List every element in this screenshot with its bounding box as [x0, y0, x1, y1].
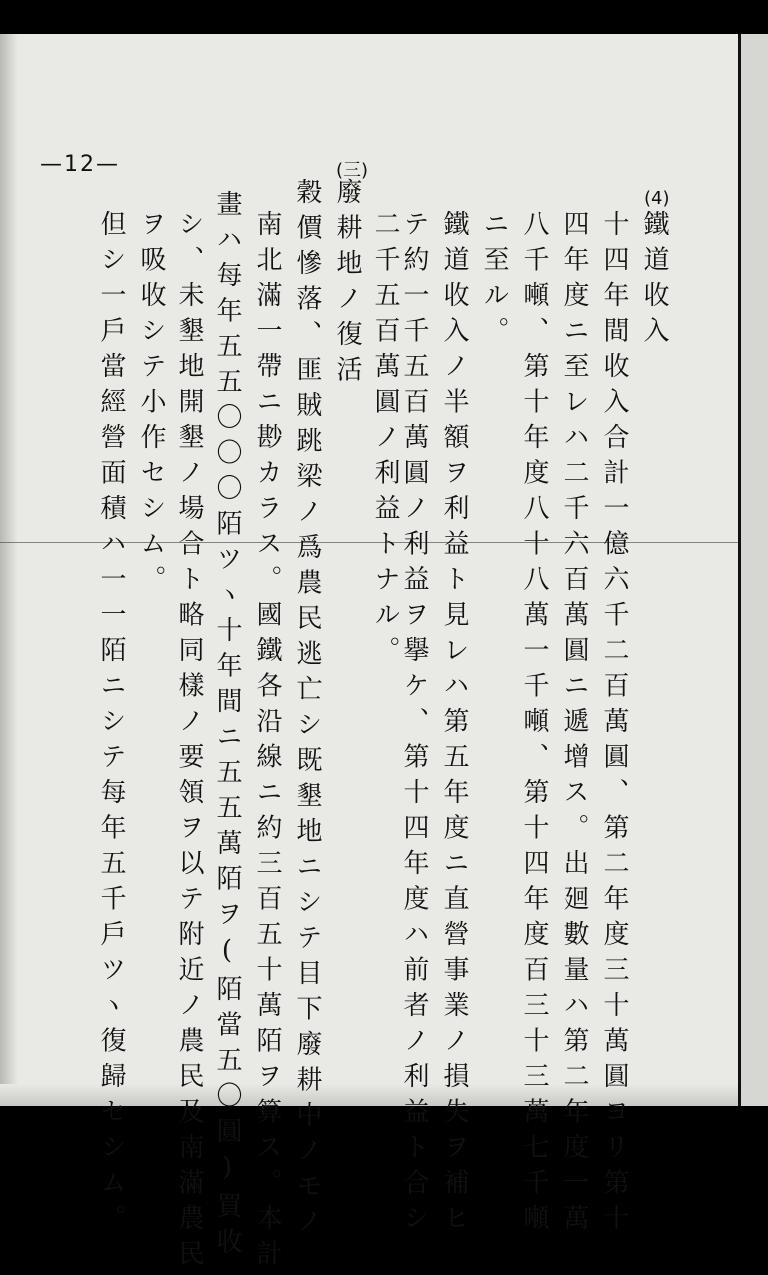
text-column-11: シ、未墾地開墾ノ場合ト略同樣ノ要領ヲ以テ附近ノ農民及南滿農民 [174, 210, 204, 1275]
section-4-marker: (4) [644, 188, 670, 209]
text-column-8: 穀價慘落、匪賊跳梁ノ爲農民逃亡シ既墾地ニシテ目下廢耕中ノモノ [292, 178, 322, 1243]
page-edge-shadow [0, 34, 18, 1106]
text-column-2: 四年度ニ至レハ二千六百萬圓ニ遞增ス。出廻數量ハ第二年度一萬 [559, 210, 589, 1240]
text-column-4: ニ至ル。 [479, 210, 509, 352]
text-column-6: テ約一千五百萬圓ノ利益ヲ擧ケ、第十四年度ハ前者ノ利益ト合シ [399, 210, 429, 1240]
text-column-9: 南北滿一帶ニ尠カラス。國鐵各沿線ニ約三百五十萬陌ヲ算ス。本計 [252, 210, 282, 1275]
text-column-7: 二千五百萬圓ノ利益トナル。 [370, 210, 400, 672]
section-3-marker: (三) [336, 160, 369, 181]
text-column-1: 十四年間收入合計一億六千二百萬圓、第二年度三十萬圓ヨリ第十 [599, 210, 629, 1240]
text-column-10: 畫ハ每年五五〇〇〇陌ツヽ十年間ニ五五萬陌ヲ(陌當五〇圓)買收 [212, 190, 242, 1263]
section-3-title: 廢耕地ノ復活 [332, 178, 362, 391]
text-column-12: ヲ吸收シテ小作セシム。 [136, 210, 166, 601]
text-column-5: 鐵道收入ノ半額ヲ利益ト見レハ第五年度ニ直營事業ノ損失ヲ補ヒ [439, 210, 469, 1240]
text-column-13: 但シ一戶當經營面積ハ一一陌ニシテ每年五千戶ツヽ復歸セシム。 [96, 210, 126, 1240]
section-4-title: 鐵道收入 [639, 210, 669, 352]
text-column-3: 八千噸、第十年度八十八萬一千噸、第十四年度百三十三萬七千噸 [519, 210, 549, 1240]
next-page-edge [738, 34, 768, 1106]
page-number: —12— [40, 152, 120, 177]
